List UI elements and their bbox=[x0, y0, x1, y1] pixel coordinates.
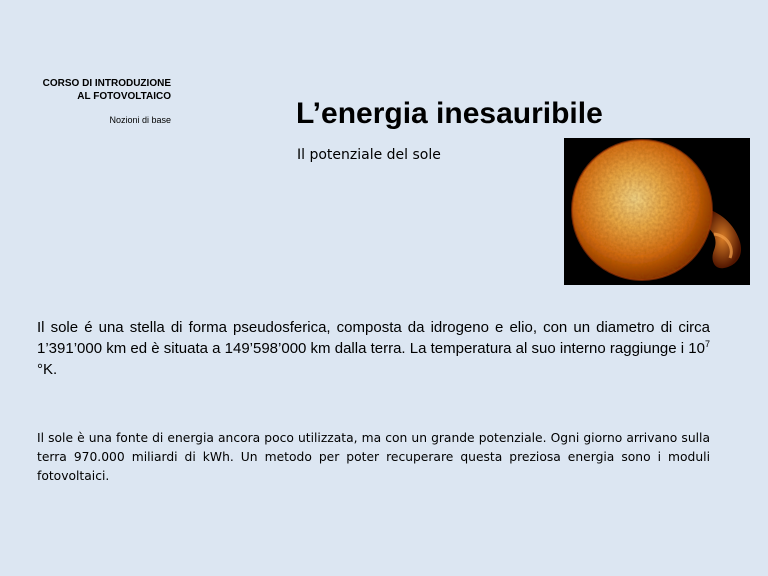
temperature-exponent: 7 bbox=[704, 339, 710, 349]
sun-photo bbox=[564, 138, 750, 285]
course-title-line2: AL FOTOVOLTAICO bbox=[77, 91, 171, 102]
course-title-line1: CORSO DI INTRODUZIONE bbox=[42, 78, 171, 89]
sun-description-text: Il sole é una stella di forma pseudosferica, composta da idrogeno e elio, con un diametro di circa 1’391’000 km ed è situata a 149’598’000 km dalla terra. La temperatura al suo interno raggiunge i 10 bbox=[37, 319, 710, 357]
course-subtitle: Nozioni di base bbox=[109, 115, 171, 125]
course-header bbox=[0, 77, 171, 126]
sun-photo-icon bbox=[564, 138, 750, 285]
temperature-unit: °K. bbox=[37, 361, 58, 378]
slide-subtitle: Il potenziale del sole bbox=[297, 147, 441, 163]
sun-description-paragraph bbox=[37, 317, 710, 380]
energy-potential-paragraph: Il sole è una fonte di energia ancora poco utilizzata, ma con un grande potenziale. Ogni giorno arrivano sulla terra 970.000 miliardi di kWh. Un metodo per poter recuperare questa preziosa energia sono i moduli fotovoltaici. bbox=[37, 431, 710, 483]
slide-title: L’energia inesauribile bbox=[296, 97, 603, 130]
